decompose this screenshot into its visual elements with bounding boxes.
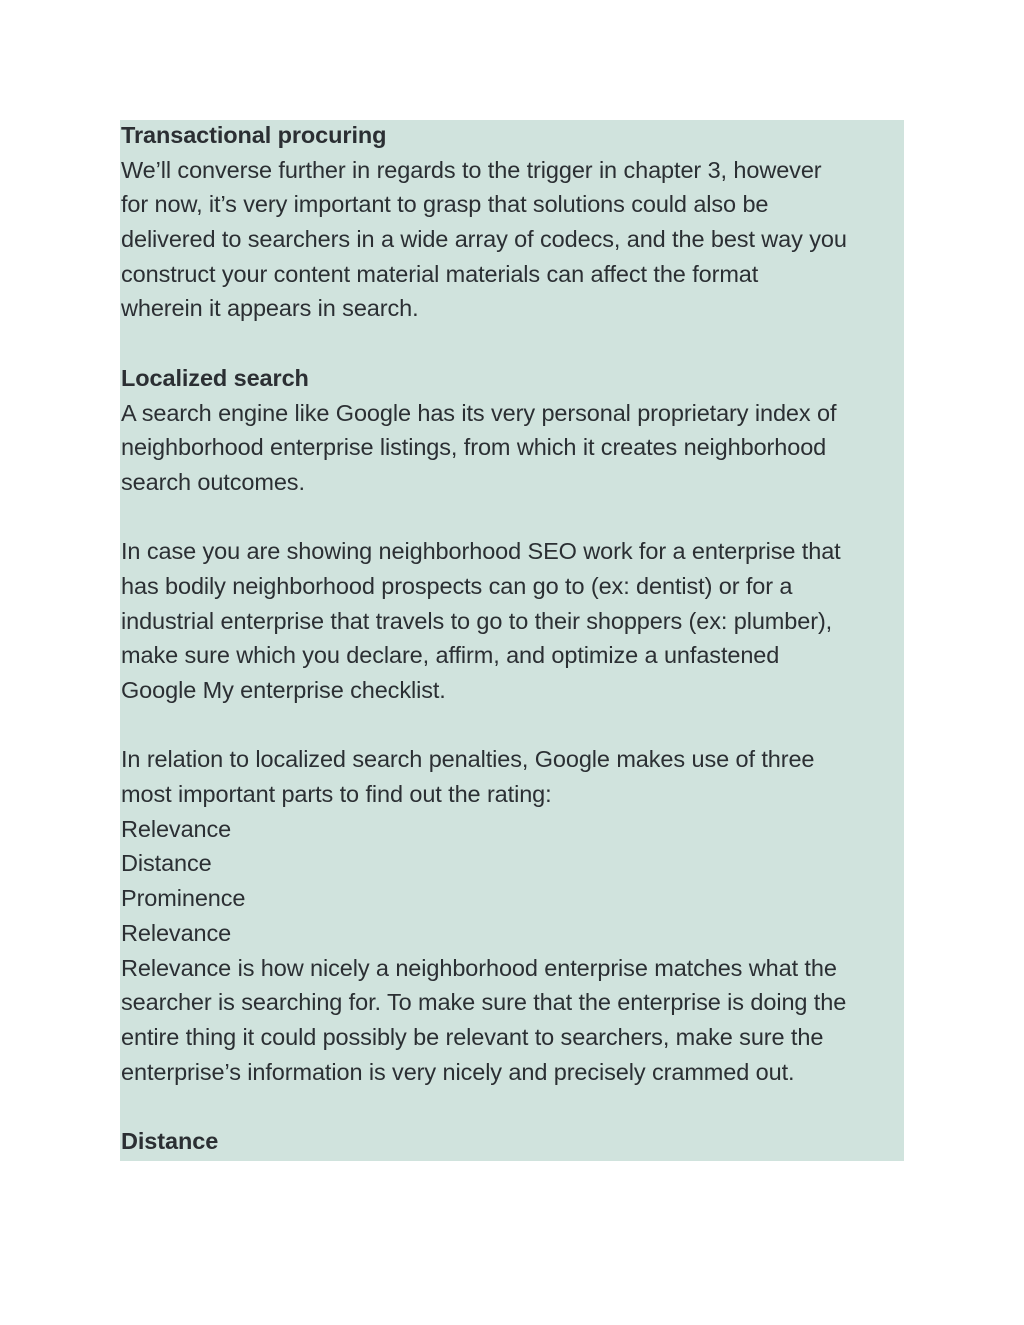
paragraph-line: Relevance is how nicely a neighborhood enterprise matches what the — [121, 954, 837, 981]
paragraph-line: construct your content material materials can affect the format — [121, 260, 759, 287]
paragraph-line: most important parts to find out the rating: — [121, 781, 552, 808]
subheading-relevance: Relevance — [121, 919, 232, 946]
paragraph-line: neighborhood enterprise listings, from which it creates neighborhood — [121, 434, 827, 461]
paragraph-line: has bodily neighborhood prospects can go to (ex: dentist) or for a — [121, 572, 793, 599]
paragraph-line: for now, it’s very important to grasp that solutions could also be — [121, 191, 769, 218]
paragraph-line: industrial enterprise that travels to go to their shoppers (ex: plumber), — [121, 607, 833, 634]
document-text — [121, 118, 911, 1159]
paragraph-line: delivered to searchers in a wide array of codecs, and the best way you — [121, 226, 847, 253]
paragraph-line: In case you are showing neighborhood SEO work for a enterprise that — [121, 538, 841, 565]
section-heading-transactional-procuring: Transactional procuring — [121, 122, 387, 148]
section-heading-localized-search: Localized search — [121, 364, 309, 391]
list-item-relevance: Relevance — [121, 815, 232, 842]
paragraph-line: A search engine like Google has its very personal proprietary index of — [121, 399, 837, 426]
paragraph-line: In relation to localized search penalties, Google makes use of three — [121, 746, 815, 773]
paragraph-spacer — [121, 500, 911, 535]
paragraph-spacer — [121, 708, 911, 743]
list-item-distance: Distance — [121, 850, 212, 877]
list-item-prominence: Prominence — [121, 885, 246, 912]
paragraph-spacer — [121, 1089, 911, 1124]
section-heading-distance: Distance — [121, 1127, 219, 1154]
paragraph-line: enterprise’s information is very nicely and precisely crammed out. — [121, 1058, 795, 1085]
paragraph-line: Google My enterprise checklist. — [121, 677, 446, 703]
paragraph-spacer — [121, 326, 911, 361]
paragraph-line: wherein it appears in search. — [121, 295, 419, 322]
paragraph-line: We’ll converse further in regards to the trigger in chapter 3, however — [121, 156, 822, 183]
paragraph-line: searcher is searching for. To make sure that the enterprise is doing the — [121, 989, 847, 1016]
paragraph-line: search outcomes. — [121, 468, 305, 495]
paragraph-line: make sure which you declare, affirm, and optimize a unfastened — [121, 642, 780, 669]
paragraph-line: entire thing it could possibly be relevant to searchers, make sure the — [121, 1023, 824, 1050]
